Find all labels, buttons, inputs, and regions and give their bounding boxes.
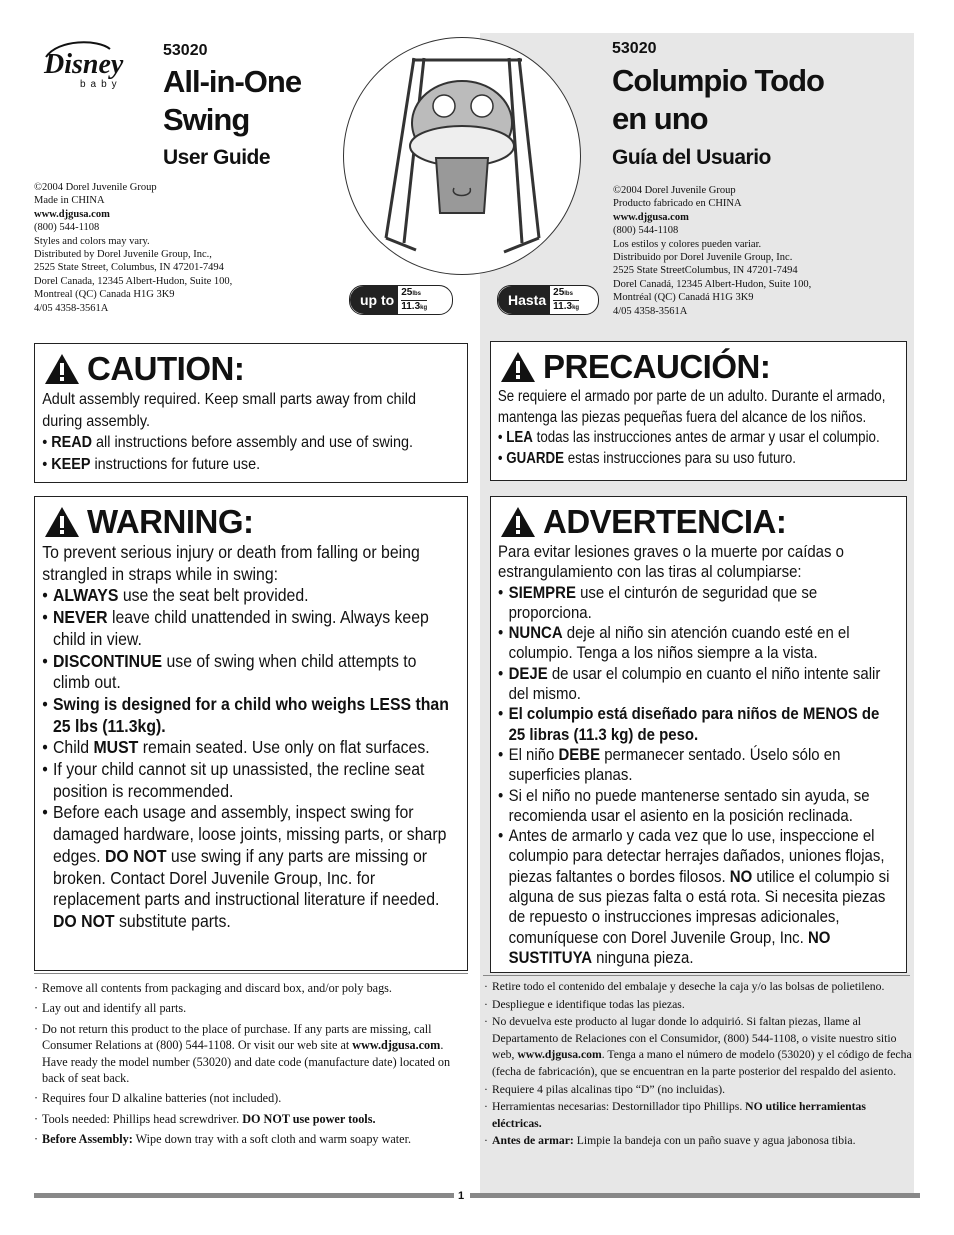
phone-number: (800) 544-1108 [613, 225, 679, 237]
bullet-bold: El columpio está diseñado para niños de MENOS de 25 libras (11.3 kg) de peso. [508, 704, 880, 744]
unit-kg: kg [420, 304, 428, 311]
bullet-bold: MUST [93, 737, 139, 758]
bullet-bold: Swing is designed for a child who weighs LESS than 25 lbs (11.3kg). [53, 693, 449, 736]
caution-bullet: • GUARDE estas instrucciones para su uso futuro. [497, 449, 796, 467]
product-title [163, 63, 301, 139]
bullet-text: If your child cannot sit up unassisted, the recline seat position is recommended. [53, 759, 425, 801]
info-line: Styles and colors may vary. [34, 235, 150, 247]
warning-heading-text: WARNING: [87, 503, 254, 540]
bullet-text: Antes de armarlo y cada vez que lo use, inspeccione el columpio para detectar herrajes dañados, uniones flojas, piezas faltantes o bordes filosos. [508, 826, 885, 886]
bullet-text: deje al niño sin atención cuando esté en el columpio. Tenga a los niños siempre a la vista. [508, 623, 850, 663]
warning-bullet: • NEVER leave child unattended in swing. Always keep child in view. [42, 607, 429, 649]
svg-text:Disney: Disney [44, 49, 124, 80]
bullet-text: use el cinturón de seguridad que se proporciona. [508, 582, 818, 622]
info-line: 2525 State StreetColumbus, IN 47201-7494 [613, 265, 798, 277]
caution-heading-es [491, 342, 906, 387]
warning-triangle-icon [499, 505, 537, 539]
note-bold: Antes de armar: [492, 1134, 574, 1148]
warning-bullet: • Si el niño no puede mantenerse sentado sin ayuda, se recomienda usar el asiento en la posición reclinada. [498, 786, 894, 827]
divider [34, 973, 468, 974]
info-line: Dorel Canadá, 12345 Albert-Hudon, Suite 100, [613, 278, 812, 290]
unit-lbs: lbs [564, 290, 573, 297]
bullet-bold: DO NOT [53, 910, 115, 931]
weight-kg: 11.3 [401, 300, 421, 312]
weight-limit-badge-es [497, 285, 599, 315]
warning-box-es [490, 496, 907, 973]
bullet-text: substitute parts. [114, 910, 231, 931]
website-link: www.djgusa.com [613, 211, 689, 223]
note-item: · Before Assembly: Wipe down tray with a soft cloth and warm soapy water. [34, 1132, 412, 1147]
note-text: . Have ready the model number (53020) and date code (manufacture date) located on back of seat back. [42, 1038, 451, 1086]
caution-box-es [490, 341, 907, 481]
warning-bullet: • Child MUST remain seated. Use only on flat surfaces. [42, 737, 430, 758]
note-item: · Tools needed: Phillips head screwdriver. DO NOT use power tools. [34, 1111, 376, 1126]
title-line: Swing [163, 102, 250, 137]
model-number: 53020 [163, 42, 208, 59]
website-link: www.djgusa.com [34, 208, 110, 220]
info-line: Distributed by Dorel Juvenile Group, Inc., [34, 249, 212, 261]
bullet-text: Child [53, 737, 94, 758]
note-item: · No devuelva este producto al lugar donde lo adquirió. Si faltan piezas, llame al Departamento de Relaciones con el Consumidor, (800) 544-1108, o visite nuestro sitio web, www.djgusa.com. Tenga a mano el número de modelo (53020) y el código de fecha (fecha de fabricación), que se encuentran en la parte posterior del respaldo del asiento. [484, 1015, 912, 1078]
info-line: Distribuido por Dorel Juvenile Group, Inc. [613, 252, 793, 264]
bullet-bold: SIEMPRE [508, 582, 576, 602]
unit-lbs: lbs [412, 290, 422, 297]
footer-rule [470, 1193, 920, 1198]
bullet-text: Before each usage and assembly, inspect swing for damaged hardware, loose joints, missing parts, or sharp edges. [53, 802, 447, 866]
warning-bullet: • DEJE de usar el columpio en cuanto el niño intente salir del mismo. [498, 663, 881, 704]
info-line: ©2004 Dorel Juvenile Group [613, 185, 736, 196]
caution-body-es [491, 387, 900, 469]
caution-heading-text: CAUTION: [87, 350, 245, 387]
info-line: 4/05 4358-3561A [613, 305, 688, 317]
warning-bullet: • NUNCA deje al niño sin atención cuando esté en el columpio. Tenga a los niños siempre a la vista. [498, 623, 850, 663]
caution-bullet: • LEA todas las instrucciones antes de armar y usar el columpio. [497, 429, 880, 446]
bullet-bold: NO SUSTITUYA [508, 927, 831, 967]
warning-heading-es [491, 497, 906, 542]
info-line: Montreal (QC) Canada H1G 3K9 [34, 289, 175, 301]
warning-bullet: • Swing is designed for a child who weighs LESS than 25 lbs (11.3kg). [42, 694, 454, 737]
warning-intro: Para evitar lesiones graves o la muerte por caídas o estrangulamiento con las tiras al columpiarse: [498, 542, 844, 582]
bullet-bold: LEA [506, 429, 533, 446]
info-line: Dorel Canada, 12345 Albert-Hudon, Suite 100, [34, 275, 233, 287]
note-item: · Requires four D alkaline batteries (not included). [34, 1091, 282, 1106]
bullet-text: Si el niño no puede mantenerse sentado sin ayuda, se recomienda usar el asiento en la posición reclinada. [508, 785, 870, 825]
warning-bullet: • DISCONTINUE use of swing when child attempts to climb out. [42, 650, 417, 693]
user-guide-subtitle: User Guide [163, 146, 271, 169]
phone-number: (800) 544-1108 [34, 222, 100, 234]
bullet-bold: GUARDE [506, 449, 565, 467]
weight-lbs: 25 [401, 286, 413, 298]
note-bold: NO utilice herramientas eléctricas. [492, 1100, 866, 1130]
bullet-text: use swing if any parts are missing or broken. Contact Dorel Juvenile Group, Inc. for replacement parts and instructional literature if needed. [53, 845, 440, 910]
bullet-text: remain seated. Use only on flat surfaces. [138, 737, 430, 758]
company-info-es [613, 184, 811, 318]
note-item: · Despliegue e identifique todas las piezas. [484, 997, 916, 1014]
note-item: · Lay out and identify all parts. [34, 1001, 187, 1016]
user-guide-subtitle-es: Guía del Usuario [612, 146, 771, 169]
caution-intro: Se requiere el armado por parte de un adulto. Durante el armado, mantenga las piezas pequeñas fuera del alcance de los niños. [497, 388, 886, 426]
model-number-es: 53020 [612, 40, 657, 57]
info-line: 2525 State Street, Columbus, IN 47201-7494 [34, 262, 224, 274]
info-line: Producto fabricado en CHINA [613, 198, 742, 210]
badge-weights [398, 287, 427, 314]
info-line: ©2004 Dorel Juvenile Group [34, 182, 157, 193]
bullet-bold: KEEP [51, 455, 91, 473]
product-title-es [612, 62, 824, 138]
warning-bullet: • El niño DEBE permanecer sentado. Úselo sólo en superficies planas. [498, 744, 841, 785]
bullet-bold: NUNCA [508, 623, 563, 643]
bullet-text: use the seat belt provided. [118, 585, 309, 606]
note-item: · Do not return this product to the place of purchase. If any parts are missing, call Consumer Relations at (800) 544-1108. Or visit our web site at www.djgusa.com. Have ready the model number (53020) and date code (manufacture date) located on back of seat back. [34, 1021, 451, 1086]
note-text: Remove all contents from packaging and discard box, and/or poly bags. [42, 981, 392, 995]
warning-bullet: • El columpio está diseñado para niños de MENOS de 25 libras (11.3 kg) de peso. [498, 704, 894, 745]
bullet-text: estas instrucciones para su uso futuro. [564, 449, 796, 467]
bullet-bold: DO NOT [104, 845, 167, 866]
warning-triangle-icon [499, 350, 537, 384]
caution-body [35, 389, 424, 475]
caution-heading-text: PRECAUCIÓN: [543, 348, 771, 385]
weight-kg: 11.3 [553, 300, 573, 312]
bullet-bold: DISCONTINUE [53, 650, 163, 671]
bullet-text: todas las instrucciones antes de armar y usar el columpio. [532, 429, 880, 446]
caution-box [34, 343, 468, 483]
title-line: All-in-One [163, 64, 302, 99]
bullet-bold: NEVER [53, 607, 108, 628]
assembly-notes-es [484, 979, 916, 1151]
divider [483, 975, 910, 976]
caution-heading [35, 344, 467, 389]
warning-triangle-icon [43, 505, 81, 539]
bullet-bold: READ [51, 434, 93, 451]
note-text: No devuelva este producto al lugar donde lo adquirió. Si faltan piezas, llame al Departamento de Relaciones con el Consumidor, (800) 544-1108, o visite nuestro sitio web, [492, 1015, 897, 1062]
info-line: Los estilos y colores pueden variar. [613, 238, 762, 250]
bullet-text: instructions for future use. [90, 455, 261, 473]
assembly-notes [34, 980, 466, 1152]
product-illustration [343, 37, 581, 275]
caution-bullet: • READ all instructions before assembly and use of swing. [42, 434, 414, 451]
bullet-bold: NO [729, 866, 753, 886]
badge-label: up to [350, 286, 398, 314]
note-item: · Antes de armar: Limpie la bandeja con un paño suave y agua jabonosa tibia. [484, 1134, 856, 1148]
weight-limit-badge [349, 285, 453, 315]
note-text: Requiere 4 pilas alcalinas tipo “D” (no incluidas). [492, 1082, 726, 1096]
bullet-text: de usar el columpio en cuanto el niño intente salir del mismo. [508, 663, 881, 704]
bullet-bold: DEJE [508, 663, 548, 683]
bullet-text: use of swing when child attempts to climb out. [53, 650, 417, 693]
caution-bullet: • KEEP instructions for future use. [42, 455, 261, 473]
info-line: 4/05 4358-3561A [34, 302, 109, 314]
warning-body-es [491, 542, 901, 968]
note-text: . Tenga a mano el número de modelo (53020) y el código de fecha (fecha de fabricación), que se encuentran en la parte posterior del respaldo del asiento. [492, 1048, 912, 1078]
bullet-text: El niño [508, 744, 559, 764]
company-info [34, 181, 232, 315]
bullet-text: permanecer sentado. Úselo sólo en superficies planas. [508, 744, 841, 785]
bullet-text: utilice el columpio si alguna de sus piezas falta o está rota. Si necesita piezas de repuesto o instrucciones impresas adicionales, comuníquese con Dorel Juvenile Group, Inc. [508, 866, 890, 947]
note-text: Retire todo el contenido del embalaje y deseche la caja y/o las bolsas de polietileno. [492, 980, 885, 993]
note-bold: Before Assembly: [42, 1132, 133, 1147]
disney-baby-logo [38, 35, 150, 95]
note-text: Limpie la bandeja con un paño suave y agua jabonosa tibia. [573, 1134, 856, 1148]
warning-bullet: • ALWAYS use the seat belt provided. [42, 585, 309, 606]
info-line: Made in CHINA [34, 195, 105, 207]
weight-lbs: 25 [553, 286, 565, 298]
unit-kg: kg [572, 304, 580, 311]
warning-intro: To prevent serious injury or death from falling or being strangled in straps while in swing: [42, 542, 420, 584]
warning-bullet: • SIEMPRE use el cinturón de seguridad que se proporciona. [498, 582, 818, 622]
warning-bullet: • Antes de armarlo y cada vez que lo use, inspeccione el columpio para detectar herrajes dañados, uniones flojas, piezas faltantes o bordes filosos. NO utilice el columpio si alguna de sus piezas falta o está rota. Si necesita piezas de repuesto o instrucciones impresas adicionales, comuníquese con Dorel Juvenile Group, Inc. NO SUSTITUYA ninguna pieza. [498, 826, 890, 967]
bullet-text: leave child unattended in swing. Always keep child in view. [53, 607, 429, 649]
note-item: · Requiere 4 pilas alcalinas tipo “D” (no incluidas). [484, 1082, 916, 1099]
svg-text:baby: baby [80, 79, 122, 90]
caution-intro: Adult assembly required. Keep small parts away from child during assembly. [42, 391, 416, 430]
warning-triangle-icon [43, 352, 81, 386]
warning-heading [35, 497, 467, 542]
page-number: 1 [458, 1190, 465, 1202]
note-item: · Herramientas necesarias: Destornillador tipo Phillips. NO utilice herramientas eléctricas. [484, 1100, 866, 1130]
bullet-bold: ALWAYS [53, 585, 119, 606]
note-text: Requires four D alkaline batteries (not included). [42, 1091, 282, 1106]
website-link: www.djgusa.com [517, 1048, 602, 1062]
warning-bullet: • If your child cannot sit up unassisted, the recline seat position is recommended. [42, 759, 454, 802]
warning-heading-text: ADVERTENCIA: [543, 503, 787, 540]
note-text: Lay out and identify all parts. [42, 1001, 187, 1016]
badge-weights [550, 287, 579, 314]
bullet-text: all instructions before assembly and use of swing. [92, 434, 414, 451]
footer-rule [34, 1193, 454, 1198]
warning-box [34, 496, 468, 971]
note-text: Wipe down tray with a soft cloth and warm soapy water. [132, 1132, 412, 1147]
bullet-text: ninguna pieza. [592, 947, 694, 967]
website-link: www.djgusa.com [352, 1038, 441, 1053]
badge-label: Hasta [498, 286, 550, 314]
note-text: Do not return this product to the place of purchase. If any parts are missing, call Consumer Relations at (800) 544-1108. Or visit our web site at [42, 1021, 432, 1053]
info-line: Montréal (QC) Canadá H1G 3K9 [613, 292, 754, 304]
title-line: en uno [612, 101, 708, 136]
warning-body [35, 542, 462, 933]
note-text: Tools needed: Phillips head screwdriver. [42, 1111, 243, 1126]
bullet-bold: DEBE [558, 744, 601, 764]
warning-bullet: • Before each usage and assembly, inspect swing for damaged hardware, loose joints, missing parts, or sharp edges. DO NOT use swing if any parts are missing or broken. Contact Dorel Juvenile Group, Inc. for replacement parts and instructional literature if needed. DO NOT substitute parts. [42, 802, 447, 931]
note-bold: DO NOT use power tools. [242, 1111, 376, 1126]
note-text: Herramientas necesarias: Destornillador tipo Phillips. [492, 1100, 746, 1114]
title-line: Columpio Todo [612, 63, 824, 98]
swing-illustration-icon [344, 38, 580, 274]
note-item: · Remove all contents from packaging and discard box, and/or poly bags. [34, 981, 392, 995]
note-text: Despliegue e identifique todas las piezas. [492, 997, 685, 1011]
note-item: · Retire todo el contenido del embalaje y deseche la caja y/o las bolsas de polietileno. [484, 979, 916, 996]
